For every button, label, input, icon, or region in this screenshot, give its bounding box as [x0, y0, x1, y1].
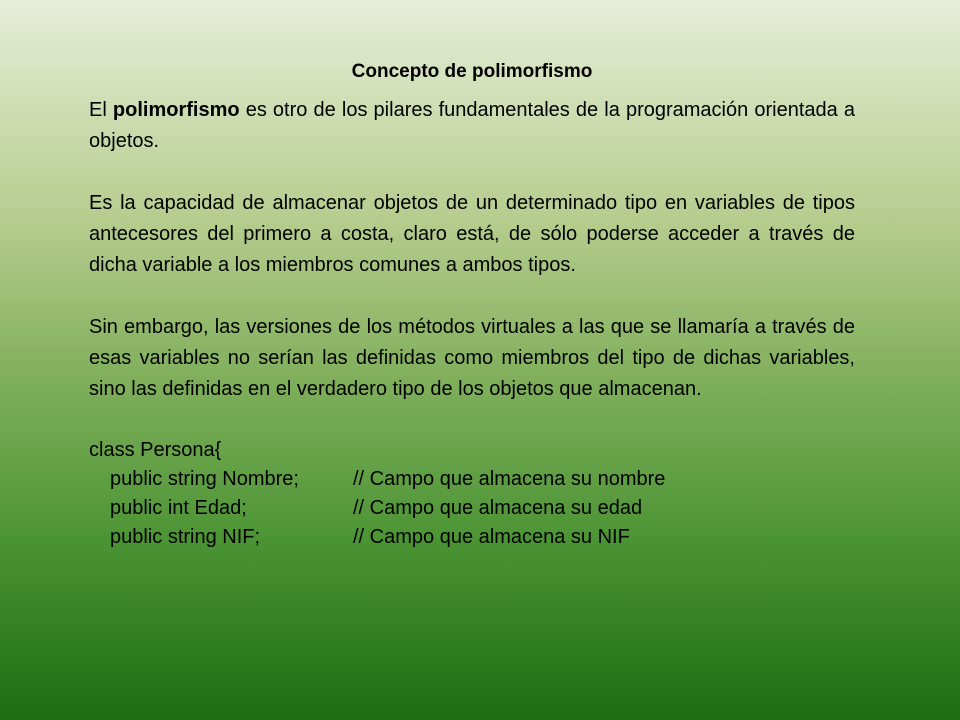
- code-comment: // Campo que almacena su NIF: [353, 526, 630, 548]
- code-comment: // Campo que almacena su edad: [353, 497, 643, 519]
- code-block: [89, 436, 855, 552]
- paragraph-virtual-methods: Sin embargo, las versiones de los métodos virtuales a las que se llamaría a través de esas variables no serían las definidas como miembros del tipo de dichas variables, sino las definidas en el verdadero tipo de los objetos que almacenan.: [89, 316, 855, 400]
- paragraph-polimorfismo-intro: [89, 95, 855, 157]
- slide-title: Concepto de polimorfismo: [351, 61, 593, 82]
- paragraph-intro-bold-term: polimorfismo: [112, 99, 240, 121]
- code-comment: // Campo que almacena su nombre: [353, 468, 666, 490]
- code-declaration: public string Nombre;: [110, 468, 299, 490]
- code-class-header: [89, 436, 855, 465]
- code-line: [89, 465, 855, 494]
- code-line: [89, 494, 855, 523]
- code-line: [89, 523, 855, 552]
- code-declaration: public int Edad;: [110, 497, 247, 519]
- paragraph-intro-post: es otro de los pilares fundamentales de la programación orientada a objetos.: [89, 99, 855, 152]
- paragraph-intro-pre: El: [89, 99, 113, 121]
- slide-content: [89, 56, 855, 552]
- code-declaration: public string NIF;: [110, 526, 261, 548]
- code-class-header-text: class Persona{: [89, 439, 222, 461]
- paragraph-definition: Es la capacidad de almacenar objetos de un determinado tipo en variables de tipos antecesores del primero a costa, claro está, de sólo poderse acceder a través de dicha variable a los miembros comunes a ambos tipos.: [89, 192, 855, 276]
